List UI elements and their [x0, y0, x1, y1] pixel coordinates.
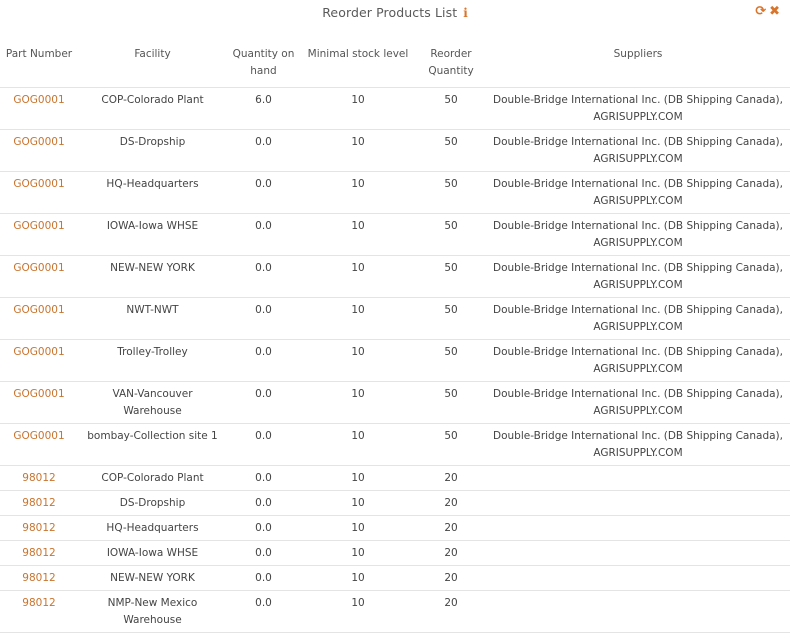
- info-icon[interactable]: i: [463, 6, 468, 20]
- reorder-cell: 50: [416, 298, 486, 340]
- qty-cell: 0.0: [227, 491, 300, 516]
- table-row: [0, 340, 790, 382]
- table-row: [0, 298, 790, 340]
- facility-cell: NMP-New Mexico Warehouse: [78, 591, 227, 633]
- reorder-cell: 50: [416, 256, 486, 298]
- qty-cell: 6.0: [227, 88, 300, 130]
- suppliers-cell: Double-Bridge International Inc. (DB Shipping Canada), AGRISUPPLY.COM: [486, 214, 790, 256]
- column-header-facility[interactable]: Facility: [78, 26, 227, 88]
- part-number-link[interactable]: GOG0001: [13, 304, 65, 316]
- part-cell: [0, 340, 78, 382]
- part-cell: [0, 382, 78, 424]
- column-header-part-number[interactable]: Part Number: [0, 26, 78, 88]
- qty-cell: 0.0: [227, 424, 300, 466]
- qty-cell: 0.0: [227, 591, 300, 633]
- part-cell: [0, 256, 78, 298]
- reorder-cell: 50: [416, 382, 486, 424]
- facility-cell: Trolley-Trolley: [78, 340, 227, 382]
- part-cell: [0, 541, 78, 566]
- table-row: [0, 214, 790, 256]
- suppliers-cell: Double-Bridge International Inc. (DB Shipping Canada), AGRISUPPLY.COM: [486, 130, 790, 172]
- min-cell: 10: [300, 466, 416, 491]
- part-cell: [0, 566, 78, 591]
- part-number-link[interactable]: 98012: [22, 472, 56, 484]
- table-row: [0, 88, 790, 130]
- part-number-link[interactable]: GOG0001: [13, 262, 65, 274]
- suppliers-cell: [486, 591, 790, 633]
- suppliers-cell: Double-Bridge International Inc. (DB Shipping Canada), AGRISUPPLY.COM: [486, 382, 790, 424]
- suppliers-cell: Double-Bridge International Inc. (DB Shipping Canada), AGRISUPPLY.COM: [486, 424, 790, 466]
- min-cell: 10: [300, 566, 416, 591]
- panel-header: [0, 0, 790, 26]
- facility-cell: DS-Dropship: [78, 491, 227, 516]
- part-number-link[interactable]: GOG0001: [13, 388, 65, 400]
- suppliers-cell: [486, 516, 790, 541]
- qty-cell: 0.0: [227, 130, 300, 172]
- reorder-cell: 50: [416, 424, 486, 466]
- facility-cell: NWT-NWT: [78, 298, 227, 340]
- min-cell: 10: [300, 214, 416, 256]
- reorder-cell: 50: [416, 214, 486, 256]
- facility-cell: DS-Dropship: [78, 130, 227, 172]
- part-cell: [0, 88, 78, 130]
- part-number-link[interactable]: GOG0001: [13, 220, 65, 232]
- table-body: [0, 88, 790, 633]
- part-cell: [0, 298, 78, 340]
- facility-cell: COP-Colorado Plant: [78, 88, 227, 130]
- part-number-link[interactable]: GOG0001: [13, 346, 65, 358]
- column-header-minimal-stock-level[interactable]: Minimal stock level: [300, 26, 416, 88]
- panel-title: Reorder Products List: [322, 5, 458, 20]
- table-row: [0, 541, 790, 566]
- suppliers-cell: [486, 466, 790, 491]
- suppliers-cell: [486, 491, 790, 516]
- part-cell: [0, 424, 78, 466]
- part-cell: [0, 214, 78, 256]
- facility-cell: HQ-Headquarters: [78, 516, 227, 541]
- suppliers-cell: Double-Bridge International Inc. (DB Shipping Canada), AGRISUPPLY.COM: [486, 256, 790, 298]
- table-row: [0, 172, 790, 214]
- facility-cell: IOWA-Iowa WHSE: [78, 541, 227, 566]
- min-cell: 10: [300, 382, 416, 424]
- qty-cell: 0.0: [227, 340, 300, 382]
- table-row: [0, 566, 790, 591]
- min-cell: 10: [300, 256, 416, 298]
- suppliers-cell: Double-Bridge International Inc. (DB Shipping Canada), AGRISUPPLY.COM: [486, 172, 790, 214]
- table-row: [0, 591, 790, 633]
- part-cell: [0, 172, 78, 214]
- reorder-cell: 50: [416, 88, 486, 130]
- facility-cell: NEW-NEW YORK: [78, 566, 227, 591]
- refresh-icon[interactable]: ⟳: [755, 4, 767, 19]
- part-number-link[interactable]: GOG0001: [13, 136, 65, 148]
- table-row: [0, 256, 790, 298]
- facility-cell: bombay-Collection site 1: [78, 424, 227, 466]
- facility-cell: COP-Colorado Plant: [78, 466, 227, 491]
- part-cell: [0, 516, 78, 541]
- part-number-link[interactable]: 98012: [22, 572, 56, 584]
- part-number-link[interactable]: GOG0001: [13, 178, 65, 190]
- table-header-row: [0, 26, 790, 88]
- suppliers-cell: Double-Bridge International Inc. (DB Shipping Canada), AGRISUPPLY.COM: [486, 88, 790, 130]
- part-number-link[interactable]: 98012: [22, 497, 56, 509]
- reorder-cell: 50: [416, 172, 486, 214]
- facility-cell: IOWA-Iowa WHSE: [78, 214, 227, 256]
- column-header-reorder-quantity[interactable]: Reorder Quantity: [416, 26, 486, 88]
- facility-cell: VAN-Vancouver Warehouse: [78, 382, 227, 424]
- close-icon[interactable]: ✖: [769, 4, 780, 19]
- min-cell: 10: [300, 516, 416, 541]
- qty-cell: 0.0: [227, 466, 300, 491]
- qty-cell: 0.0: [227, 541, 300, 566]
- header-actions: [755, 4, 780, 19]
- reorder-cell: 50: [416, 340, 486, 382]
- table-row: [0, 491, 790, 516]
- table-row: [0, 130, 790, 172]
- column-header-suppliers[interactable]: Suppliers: [486, 26, 790, 88]
- suppliers-cell: Double-Bridge International Inc. (DB Shipping Canada), AGRISUPPLY.COM: [486, 298, 790, 340]
- suppliers-cell: [486, 566, 790, 591]
- min-cell: 10: [300, 541, 416, 566]
- qty-cell: 0.0: [227, 256, 300, 298]
- min-cell: 10: [300, 424, 416, 466]
- part-cell: [0, 466, 78, 491]
- table-row: [0, 516, 790, 541]
- reorder-cell: 20: [416, 516, 486, 541]
- suppliers-cell: [486, 541, 790, 566]
- part-cell: [0, 591, 78, 633]
- table-row: [0, 424, 790, 466]
- column-header-quantity-on-hand[interactable]: Quantity on hand: [227, 26, 300, 88]
- facility-cell: NEW-NEW YORK: [78, 256, 227, 298]
- part-number-link[interactable]: 98012: [22, 547, 56, 559]
- table-row: [0, 382, 790, 424]
- min-cell: 10: [300, 172, 416, 214]
- reorder-cell: 20: [416, 491, 486, 516]
- qty-cell: 0.0: [227, 172, 300, 214]
- reorder-cell: 20: [416, 541, 486, 566]
- part-number-link[interactable]: GOG0001: [13, 430, 65, 442]
- qty-cell: 0.0: [227, 298, 300, 340]
- reorder-cell: 20: [416, 591, 486, 633]
- min-cell: 10: [300, 340, 416, 382]
- suppliers-cell: Double-Bridge International Inc. (DB Shipping Canada), AGRISUPPLY.COM: [486, 340, 790, 382]
- part-number-link[interactable]: GOG0001: [13, 94, 65, 106]
- min-cell: 10: [300, 88, 416, 130]
- facility-cell: HQ-Headquarters: [78, 172, 227, 214]
- part-number-link[interactable]: 98012: [22, 597, 56, 609]
- part-cell: [0, 130, 78, 172]
- part-cell: [0, 491, 78, 516]
- min-cell: 10: [300, 298, 416, 340]
- qty-cell: 0.0: [227, 566, 300, 591]
- min-cell: 10: [300, 491, 416, 516]
- reorder-table: [0, 26, 790, 633]
- reorder-cell: 20: [416, 466, 486, 491]
- reorder-cell: 50: [416, 130, 486, 172]
- min-cell: 10: [300, 130, 416, 172]
- part-number-link[interactable]: 98012: [22, 522, 56, 534]
- min-cell: 10: [300, 591, 416, 633]
- qty-cell: 0.0: [227, 516, 300, 541]
- qty-cell: 0.0: [227, 382, 300, 424]
- reorder-cell: 20: [416, 566, 486, 591]
- qty-cell: 0.0: [227, 214, 300, 256]
- table-row: [0, 466, 790, 491]
